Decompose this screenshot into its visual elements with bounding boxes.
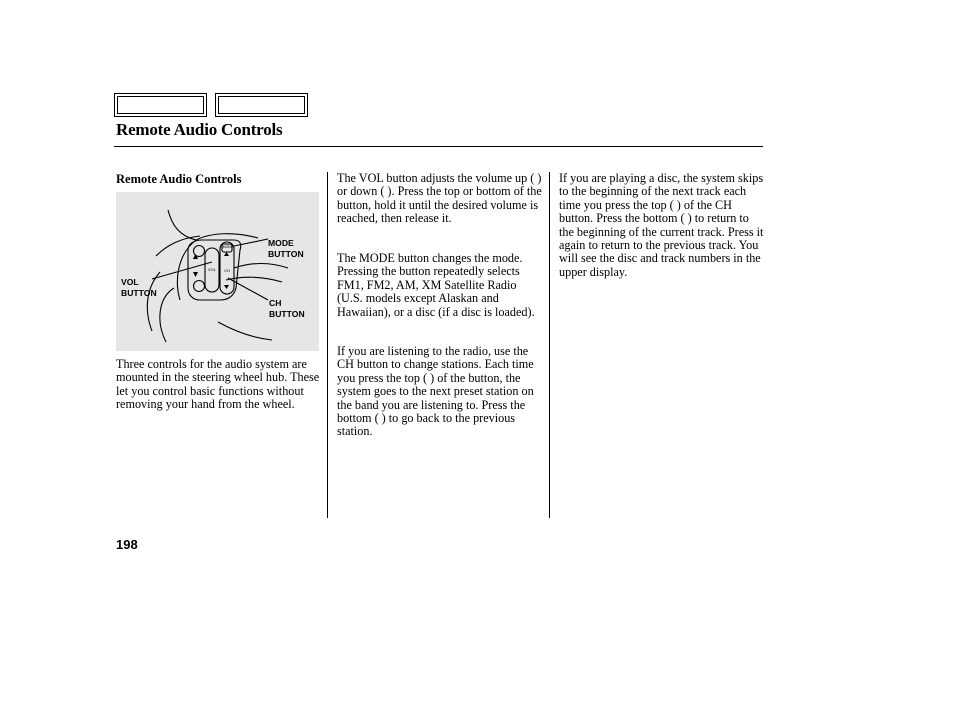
radio-paragraph: If you are listening to the radio, use the CH button to change stations. Each time you press the top ( ) of the button, the system goes to the next preset station on the band you are listening to. Press the bottom ( ) to go back to the previous station. xyxy=(337,344,534,439)
page-number: 198 xyxy=(116,537,138,552)
disc-paragraph: If you are playing a disc, the system skips to the beginning of the next track each time you press the top ( ) of the CH button. Press the bottom ( ) to return to the beginning of the current track. Press it again to return to the previous track. You will see the disc and track numbers in the upper display. xyxy=(559,171,764,279)
vol-button-label: VOL BUTTON xyxy=(121,277,157,298)
vol-paragraph: The VOL button adjusts the volume up ( ) or down ( ). Press the top or bottom of the button, hold it until the desired volume is reached, then release it. xyxy=(337,171,542,226)
vol-button-text: VOL xyxy=(207,267,217,272)
column-divider-2 xyxy=(549,172,550,518)
header-tab-box-1 xyxy=(114,93,207,117)
intro-paragraph: Three controls for the audio system are mounted in the steering wheel hub. These let you control basic functions without removing your hand from the wheel. xyxy=(116,357,320,412)
mode-button-label: MODE BUTTON xyxy=(268,238,304,259)
section-heading: Remote Audio Controls xyxy=(116,172,242,186)
ch-button-label: CH BUTTON xyxy=(269,298,305,319)
steering-wheel-illustration xyxy=(116,192,319,351)
mode-button-text: MODE xyxy=(222,245,234,249)
page-title: Remote Audio Controls xyxy=(116,120,283,139)
header-tab-box-2 xyxy=(215,93,308,117)
title-divider xyxy=(114,146,763,147)
mode-paragraph: The MODE button changes the mode. Pressing the button repeatedly selects FM1, FM2, AM, XM Satellite Radio (U.S. models except Alaskan and Hawaiian), or a disc (if a disc is loaded). xyxy=(337,251,535,319)
column-divider-1 xyxy=(327,172,328,518)
steering-wheel-drawing xyxy=(116,192,319,351)
ch-button-text: CH xyxy=(224,268,230,273)
